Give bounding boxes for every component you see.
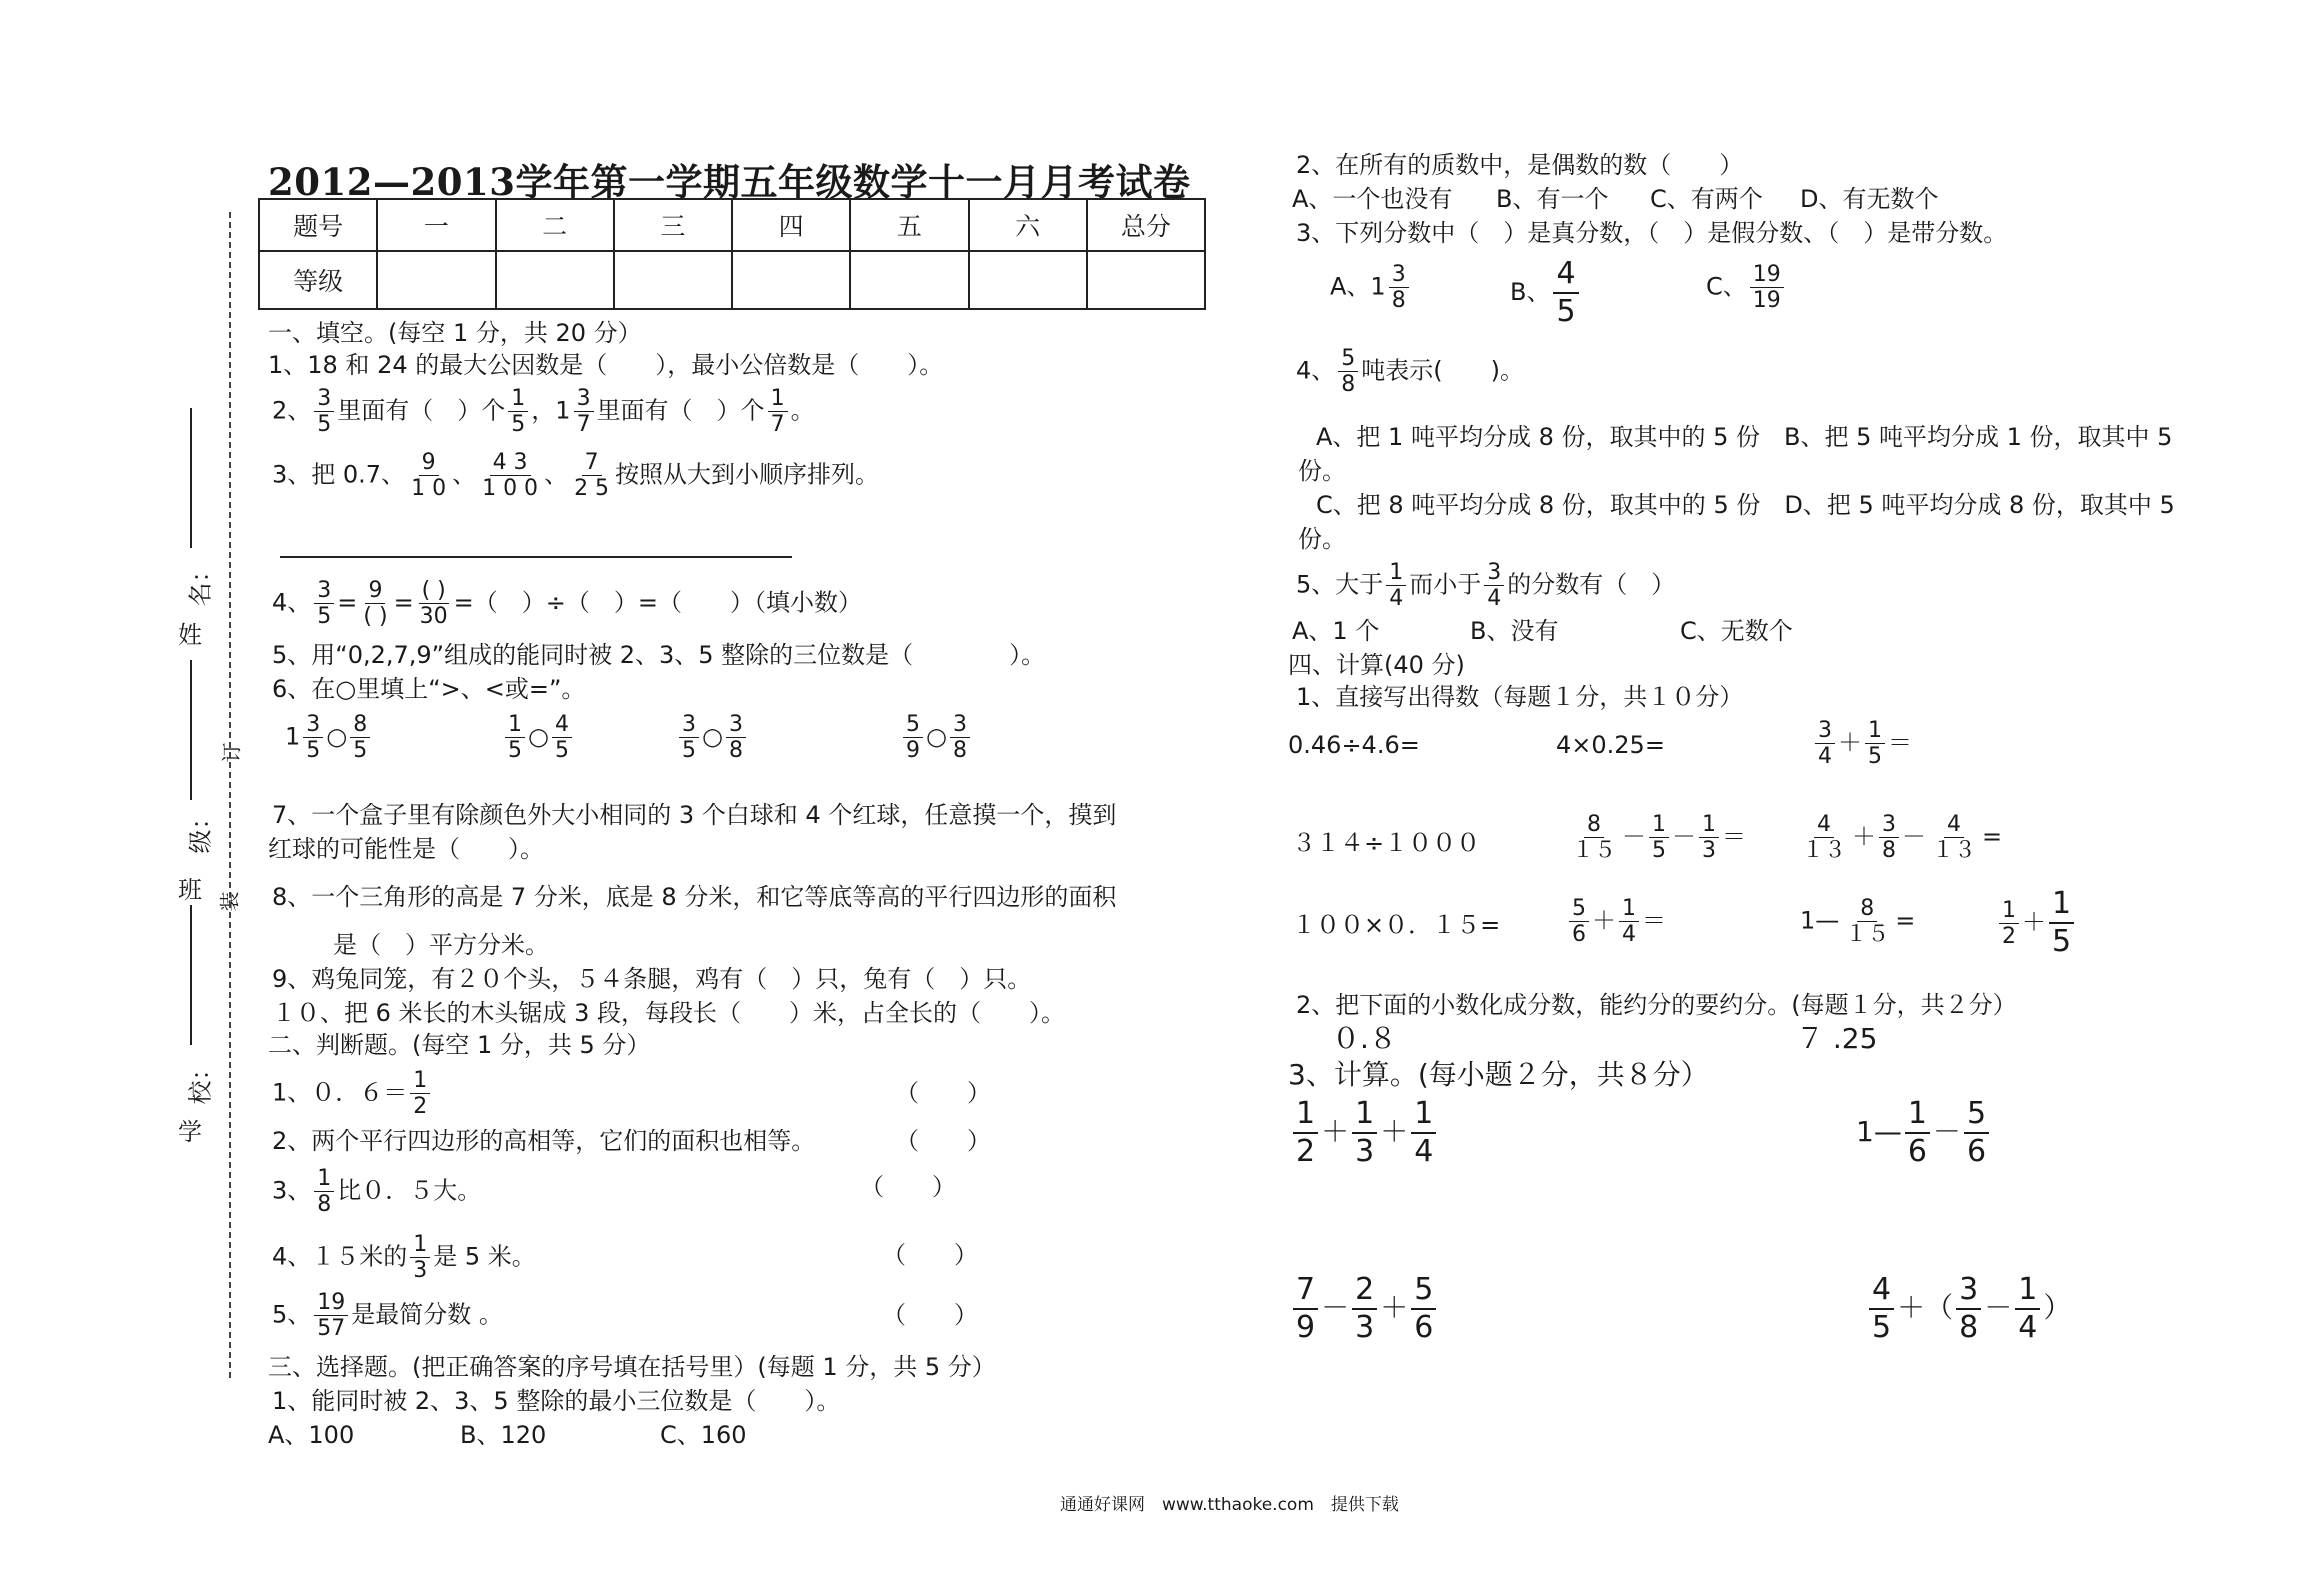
fraction: $\frac{1}{4}$	[1386, 560, 1406, 611]
choice-2-option[interactable]: C、有两个	[1650, 185, 1763, 213]
section-2-heading: 二、判断题。(每空 1 分，共 5 分）	[268, 1031, 651, 1059]
judge-3-paren[interactable]: （ ）	[860, 1173, 956, 1201]
fraction: $\frac{1}{3}$	[410, 1232, 430, 1283]
calc-item: $\frac{4}{13}$ ＋ $\frac{3}{8}$ － $\frac{4}{13}$ =	[1796, 812, 2002, 863]
choice-3-option-a[interactable]: A、1 $\frac{3}{8}$	[1330, 262, 1412, 313]
fraction: $\frac{8}{15}$	[1572, 812, 1617, 863]
fraction: $\frac{1}{4}$	[2015, 1272, 2040, 1346]
choice-1-option[interactable]: B、120	[460, 1421, 547, 1449]
fraction: $\frac{3}{7}$	[574, 386, 594, 437]
fraction: $\frac{4}{5}$	[1869, 1272, 1894, 1346]
compare-4	[900, 712, 973, 763]
compare-2	[502, 712, 575, 763]
fraction: $\frac{1}{5}$	[2049, 886, 2074, 960]
calc-2-heading: 2、把下面的小数化成分数，能约分的要约分。(每题１分，共２分）	[1296, 991, 2017, 1019]
fraction: $\frac{1}{4}$	[1619, 896, 1639, 947]
choice-1-option[interactable]: A、100	[268, 1421, 355, 1449]
score-input-cell[interactable]	[377, 251, 495, 309]
fraction: $\frac{4}{13}$	[1802, 812, 1847, 863]
fraction: $\frac{3}{5}$	[679, 712, 699, 763]
footer-source[interactable]: 通通好课网 www.tthaoke.com 提供下载	[1060, 1495, 1399, 1515]
fraction: $\frac{3}{5}$	[314, 386, 334, 437]
calc-3-heading: 3、计算。(每小题２分，共８分）	[1288, 1058, 1709, 1091]
score-cell: 四	[732, 199, 850, 251]
choice-2-option[interactable]: A、一个也没有	[1292, 185, 1453, 213]
choice-1-option[interactable]: C、160	[660, 1421, 747, 1449]
fraction: $\frac{19}{19}$	[1750, 262, 1784, 313]
side-label: 学	[178, 1118, 202, 1146]
fraction: $\frac{5}{6}$	[1964, 1096, 1989, 1170]
fraction: $\frac{1}{5}$	[1865, 718, 1885, 769]
side-label: 装	[217, 891, 242, 912]
judge-1-paren[interactable]: （ ）	[895, 1079, 991, 1107]
judge-2: 2、两个平行四边形的高相等，它们的面积也相等。	[272, 1127, 816, 1155]
name-blank	[190, 408, 192, 548]
compare-3	[676, 712, 749, 763]
fraction: $\frac{8}{15}$	[1845, 896, 1890, 947]
question-1: 1、18 和 24 的最大公因数是（ ），最小公倍数是（ ）。	[268, 351, 944, 379]
compare-circle[interactable]: ○	[702, 722, 723, 751]
calc-2-value: ７ .25	[1796, 1022, 1878, 1055]
answer-line[interactable]	[280, 556, 792, 558]
choice-5-option[interactable]: B、没有	[1470, 617, 1559, 645]
score-table	[258, 198, 1206, 310]
judge-2-paren[interactable]: （ ）	[895, 1127, 991, 1155]
choice-4: 4、 $\frac{5}{8}$ 吨表示( )。	[1296, 346, 1525, 397]
question-3: 3、把 0.7、 $\frac{9}{1 0}$ 、 $\frac{4 3}{1 0 0}$ 、 $\frac{7}{2 5}$ 按照从大到小顺序排列。	[272, 450, 880, 501]
score-cell: 等级	[259, 251, 377, 309]
calc-3-item: 1— $\frac{1}{6}$ － $\frac{5}{6}$	[1856, 1096, 1992, 1170]
choice-4-option-cont: 份。	[1298, 457, 1346, 485]
calc-1-heading: 1、直接写出得数（每题１分，共１０分）	[1296, 683, 1744, 711]
choice-5-option[interactable]: C、无数个	[1680, 617, 1793, 645]
calc-item: 4×0.25=	[1556, 731, 1665, 759]
question-4: 4、 $\frac{3}{5}$ = $\frac{9}{( )}$ = $\frac{( )}{30}$ =（ ）÷（ ）=（ ）（填小数）	[272, 578, 862, 629]
score-cell: 一	[377, 199, 495, 251]
side-label: 名：	[186, 558, 215, 607]
page-title: 2012—2013学年第一学期五年级数学十一月月考试卷	[268, 160, 1191, 204]
score-cell: 二	[496, 199, 614, 251]
choice-1: 1、能同时被 2、3、5 整除的最小三位数是（ ）。	[272, 1387, 841, 1415]
fraction: $\frac{1}{5}$	[505, 712, 525, 763]
score-input-cell[interactable]	[1087, 251, 1205, 309]
fraction: $\frac{2}{3}$	[1352, 1272, 1377, 1346]
fraction: $\frac{5}{9}$	[903, 712, 923, 763]
fraction: $\frac{1}{6}$	[1905, 1096, 1930, 1170]
fraction: $\frac{1}{5}$	[508, 386, 528, 437]
judge-5-paren[interactable]: （ ）	[882, 1301, 978, 1329]
judge-4-paren[interactable]: （ ）	[882, 1241, 978, 1269]
score-cell: 总分	[1087, 199, 1205, 251]
compare-circle[interactable]: ○	[326, 722, 348, 751]
fraction: $\frac{( )}{30}$	[419, 578, 448, 629]
question-2: 2、 $\frac{3}{5}$ 里面有（ ）个 $\frac{1}{5}$ ，1 $\frac{3}{7}$ 里面有（ ）个 $\frac{1}{7}$ 。	[272, 386, 815, 437]
score-cell: 六	[969, 199, 1087, 251]
calc-item: $\frac{1}{2}$ ＋ $\frac{1}{5}$	[1996, 886, 2077, 960]
side-label: 班	[178, 876, 202, 904]
choice-4-option[interactable]: A、把 1 吨平均分成 8 份，取其中的 5 份 B、把 5 吨平均分成 1 份，取其中 5	[1316, 423, 2173, 451]
side-label: 姓	[178, 621, 202, 649]
judge-4: 4、１５米的 $\frac{1}{3}$ 是 5 米。	[272, 1232, 536, 1283]
question-8-cont: 是（ ）平方分米。	[333, 931, 549, 959]
fraction: $\frac{5}{8}$	[1338, 346, 1358, 397]
fraction: $\frac{1}{4}$	[1411, 1096, 1436, 1170]
choice-5-option[interactable]: A、1 个	[1292, 617, 1380, 645]
fraction: $\frac{1}{8}$	[314, 1166, 334, 1217]
calc-2-value: ０.８	[1332, 1022, 1397, 1055]
calc-3-item: $\frac{4}{5}$ ＋（ $\frac{3}{8}$ － $\frac{1}{4}$ ）	[1866, 1272, 2071, 1346]
calc-item: １００×０．１５=	[1292, 911, 1501, 939]
fraction: $\frac{5}{6}$	[1411, 1272, 1436, 1346]
fraction: $\frac{9}{( )}$	[363, 578, 388, 629]
fraction: $\frac{3}{8}$	[726, 712, 746, 763]
question-6: 6、在○里填上“>、<或=”。	[272, 675, 586, 703]
calc-3-item: $\frac{1}{2}$ ＋ $\frac{1}{3}$ ＋ $\frac{1}{4}$	[1290, 1096, 1439, 1170]
fraction: $\frac{3}{8}$	[1956, 1272, 1981, 1346]
fraction: $\frac{3}{4}$	[1815, 718, 1835, 769]
question-7: 7、一个盒子里有除颜色外大小相同的 3 个白球和 4 个红球，任意摸一个，摸到	[272, 801, 1117, 829]
choice-2: 2、在所有的质数中，是偶数的数（ ）	[1296, 151, 1744, 179]
compare-1: 1 $\frac{3}{5}$ ○ $\frac{8}{5}$	[285, 712, 373, 763]
choice-4-option[interactable]: C、把 8 吨平均分成 8 份，取其中的 5 份 D、把 5 吨平均分成 8 份，取其中 5	[1316, 491, 2175, 519]
side-label: 校：	[186, 1056, 215, 1105]
school-blank	[190, 905, 192, 1045]
section-1-heading: 一、填空。(每空 1 分，共 20 分）	[268, 319, 642, 347]
fraction: $\frac{3}{4}$	[1484, 560, 1504, 611]
judge-1: 1、０．６＝ $\frac{1}{2}$	[272, 1068, 433, 1119]
choice-4-option-cont: 份。	[1298, 525, 1346, 553]
binding-line	[229, 212, 231, 1378]
question-7-cont: 红球的可能性是（ ）。	[268, 835, 544, 863]
calc-item: $\frac{8}{15}$ － $\frac{1}{5}$ － $\frac{1}{3}$ ＝	[1566, 812, 1746, 863]
score-header-row	[259, 199, 1205, 251]
fraction: $\frac{3}{5}$	[303, 712, 323, 763]
fraction: $\frac{3}{8}$	[950, 712, 970, 763]
fraction: $\frac{4}{13}$	[1932, 812, 1977, 863]
section-4-heading: 四、计算(40 分)	[1288, 651, 1465, 679]
fraction: $\frac{1}{3}$	[1699, 812, 1719, 863]
fraction: $\frac{9}{1 0}$	[411, 450, 447, 501]
judge-3: 3、 $\frac{1}{8}$ 比０．５大。	[272, 1166, 482, 1217]
score-input-cell[interactable]	[850, 251, 968, 309]
score-cell: 三	[614, 199, 732, 251]
fraction: $\frac{4 3}{1 0 0}$	[482, 450, 539, 501]
fraction: $\frac{3}{8}$	[1389, 262, 1409, 313]
choice-3-option-c[interactable]: C、 $\frac{19}{19}$	[1706, 262, 1787, 313]
choice-2-option[interactable]: D、有无数个	[1800, 185, 1939, 213]
choice-5: 5、大于 $\frac{1}{4}$ 而小于 $\frac{3}{4}$ 的分数有（ ）	[1296, 560, 1676, 611]
calc-item: 0.46÷4.6=	[1288, 731, 1420, 759]
score-grade-row	[259, 251, 1205, 309]
calc-item: ３１４÷１０００	[1292, 829, 1481, 857]
section-3-heading: 三、选择题。(把正确答案的序号填在括号里）(每题 1 分，共 5 分）	[268, 1353, 996, 1381]
fraction: $\frac{4}{5}$	[552, 712, 572, 763]
fraction: $\frac{1}{2}$	[1293, 1096, 1318, 1170]
calc-item: $\frac{3}{4}$ ＋ $\frac{1}{5}$ ＝	[1812, 718, 1912, 769]
score-cell: 题号	[259, 199, 377, 251]
compare-circle[interactable]: ○	[926, 722, 947, 751]
score-input-cell[interactable]	[969, 251, 1087, 309]
score-input-cell[interactable]	[614, 251, 732, 309]
question-10: １０、把 6 米长的木头锯成 3 段，每段长（ ）米，占全长的（ ）。	[272, 999, 1066, 1027]
side-label: 订	[219, 742, 244, 763]
class-blank	[190, 660, 192, 800]
fraction: $\frac{1}{5}$	[1649, 812, 1669, 863]
question-5: 5、用“0,2,7,9”组成的能同时被 2、3、5 整除的三位数是（ ）。	[272, 641, 1046, 669]
fraction: $\frac{1}{7}$	[768, 386, 788, 437]
fraction: $\frac{7}{2 5}$	[574, 450, 610, 501]
compare-circle[interactable]: ○	[528, 722, 549, 751]
fraction: $\frac{1}{3}$	[1352, 1096, 1377, 1170]
question-8: 8、一个三角形的高是 7 分米，底是 8 分米，和它等底等高的平行四边形的面积	[272, 883, 1117, 911]
question-9: 9、鸡兔同笼，有２０个头，５４条腿，鸡有（ ）只，兔有（ ）只。	[272, 965, 1032, 993]
score-input-cell[interactable]	[496, 251, 614, 309]
fraction: $\frac{1}{2}$	[1999, 898, 2019, 949]
fraction: $\frac{4}{5}$	[1553, 256, 1578, 330]
score-input-cell[interactable]	[732, 251, 850, 309]
judge-5: 5、 $\frac{19}{57}$ 是最简分数 。	[272, 1290, 503, 1341]
calc-3-item: $\frac{7}{9}$ － $\frac{2}{3}$ ＋ $\frac{5}{6}$	[1290, 1272, 1439, 1346]
calc-item: $\frac{5}{6}$ ＋ $\frac{1}{4}$ ＝	[1566, 896, 1666, 947]
side-label: 级：	[186, 805, 215, 854]
fraction: $\frac{7}{9}$	[1293, 1272, 1318, 1346]
choice-2-option[interactable]: B、有一个	[1496, 185, 1609, 213]
fraction: $\frac{1}{2}$	[410, 1068, 430, 1119]
calc-item: 1— $\frac{8}{15}$ =	[1800, 896, 1916, 947]
fraction: $\frac{8}{5}$	[350, 712, 370, 763]
choice-3-option-b[interactable]: B、 $\frac{4}{5}$	[1510, 256, 1582, 330]
choice-3: 3、下列分数中（ ）是真分数，（ ）是假分数、（ ）是带分数。	[1296, 219, 2008, 247]
fraction: $\frac{5}{6}$	[1569, 896, 1589, 947]
fraction: $\frac{19}{57}$	[314, 1290, 348, 1341]
fraction: $\frac{3}{5}$	[314, 578, 334, 629]
score-cell: 五	[850, 199, 968, 251]
fraction: $\frac{3}{8}$	[1879, 812, 1899, 863]
